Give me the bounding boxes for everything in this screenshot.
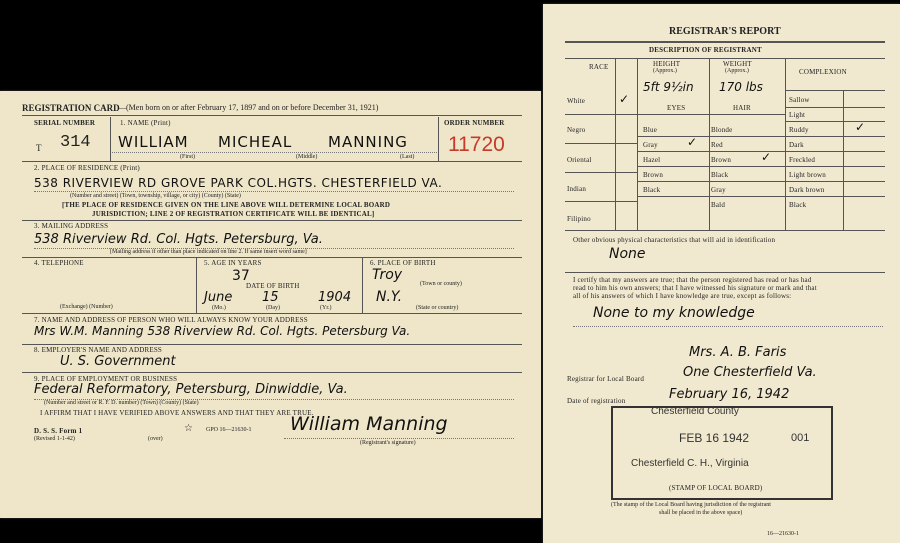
card-title: REGISTRATION CARD	[22, 103, 120, 113]
weight-sub: (Approx.)	[725, 68, 749, 74]
complexion-light-brown: Light brown	[789, 171, 827, 179]
order-number-value: 11720	[448, 133, 505, 156]
residence-label: 2. PLACE OF RESIDENCE (Print)	[34, 164, 140, 172]
certify-text-3: all of his answers of which I have knowledge are true, except as follows:	[573, 292, 792, 300]
other-characteristics-label: Other obvious physical characteristics that will aid in identification	[573, 236, 776, 244]
registrar-board-value: One Chesterfield Va.	[683, 365, 817, 380]
weight-header: WEIGHT	[723, 60, 752, 68]
dob-month: June	[204, 290, 233, 305]
complexion-dark: Dark	[789, 141, 804, 149]
form-id: D. S. S. Form 1	[34, 427, 83, 435]
birthplace-state-caption: (State or country)	[416, 305, 459, 311]
certify-text-2: read to him his own answers; that I have witnessed his signature or mark and that	[573, 284, 817, 292]
weight-value: 170 lbs	[719, 80, 763, 94]
dob-month-caption: (Mo.)	[212, 305, 226, 311]
residence-note-2: JURISDICTION; LINE 2 OF REGISTRATION CERTIFICATE WILL BE IDENTICAL]	[92, 210, 375, 218]
name-first-caption: (First)	[180, 154, 195, 160]
height-sub: (Approx.)	[653, 68, 677, 74]
height-header: HEIGHT	[653, 60, 681, 68]
eyes-hazel: Hazel	[643, 156, 661, 164]
eyes-gray-check: ✓	[687, 135, 698, 149]
registrant-signature: William Manning	[290, 413, 448, 435]
complexion-sallow: Sallow	[789, 96, 810, 104]
hair-red: Red	[711, 141, 723, 149]
age-value: 37	[232, 268, 250, 284]
eyes-brown: Brown	[643, 171, 664, 179]
race-filipino: Filipino	[567, 215, 591, 223]
registration-date-value: February 16, 1942	[669, 387, 790, 402]
stamp-number: 001	[791, 432, 810, 444]
residence-caption: (Number and street) (Town, township, village, or city) (County) (State)	[70, 193, 241, 199]
contact-value: Mrs W.M. Manning 538 Riverview Rd. Col. Hgts. Petersburg Va.	[34, 324, 411, 338]
name-middle-caption: (Middle)	[296, 154, 318, 160]
employment-label: 9. PLACE OF EMPLOYMENT OR BUSINESS	[34, 375, 178, 383]
name-middle: MICHEAL	[218, 133, 293, 151]
mailing-address-caption: [Mailing address if other than place indicated on line 2. If same insert word same]	[110, 249, 307, 255]
stamp-note-2: shall be placed in the above space)	[659, 510, 743, 516]
hair-black: Black	[711, 171, 729, 179]
race-indian: Indian	[567, 185, 587, 193]
eyes-gray: Gray	[643, 141, 658, 149]
serial-number-label: SERIAL NUMBER	[34, 119, 96, 127]
stamp-county: Chesterfield County	[651, 406, 739, 417]
race-negro: Negro	[567, 126, 586, 134]
race-white-check: ✓	[619, 92, 630, 106]
complexion-freckled: Freckled	[789, 156, 816, 164]
over-note: (over)	[148, 436, 163, 442]
registrar-label: Registrar for Local Board	[567, 375, 645, 383]
serial-prefix: T	[36, 143, 42, 153]
birthplace-state: N.Y.	[376, 289, 403, 305]
dob-year: 1904	[318, 290, 352, 305]
mailing-address-label: 3. MAILING ADDRESS	[34, 222, 109, 230]
card-subtitle: —(Men born on or after February 17, 1897 and on or before December 31, 1921)	[118, 103, 379, 112]
affirm-statement: I AFFIRM THAT I HAVE VERIFIED ABOVE ANSWERS AND THAT THEY ARE TRUE.	[40, 409, 314, 417]
hair-bald: Bald	[711, 201, 726, 209]
dob-year-caption: (Yr.)	[320, 305, 332, 311]
name-last: MANNING	[328, 133, 408, 151]
serial-number-value: 314	[60, 133, 91, 152]
birthplace-label: 6. PLACE OF BIRTH	[370, 259, 436, 267]
eyes-header: EYES	[667, 104, 686, 112]
form-revision: (Revised 1-1-42)	[34, 436, 75, 442]
complexion-ruddy-check: ✓	[855, 120, 866, 134]
complexion-header: COMPLEXION	[799, 68, 847, 76]
telephone-caption: (Exchange) (Number)	[60, 304, 113, 310]
registration-date-label: Date of registration	[567, 397, 626, 405]
dob-day-caption: (Day)	[266, 305, 280, 311]
hair-blonde: Blonde	[711, 126, 733, 134]
complexion-ruddy: Ruddy	[789, 126, 809, 134]
certify-text-1: I certify that my answers are true; that the person registered has read or has had	[573, 276, 812, 284]
race-header: RACE	[589, 63, 609, 71]
registrar-signature: Mrs. A. B. Faris	[689, 345, 787, 360]
eyes-blue: Blue	[643, 126, 658, 134]
other-characteristics-value: None	[609, 246, 646, 262]
certify-exceptions-value: None to my knowledge	[593, 305, 755, 321]
employer-label: 8. EMPLOYER'S NAME AND ADDRESS	[34, 346, 163, 354]
age-label: 5. AGE IN YEARS	[204, 259, 262, 267]
residence-note-1: [THE PLACE OF RESIDENCE GIVEN ON THE LINE ABOVE WILL DETERMINE LOCAL BOARD	[62, 201, 391, 209]
residence-value: 538 RIVERVIEW RD GROVE PARK COL.HGTS. CHESTERFIELD VA.	[34, 176, 443, 190]
birthplace-town: Troy	[372, 267, 403, 283]
registration-card-front	[0, 91, 541, 518]
name-first: WILLIAM	[118, 133, 189, 151]
race-oriental: Oriental	[567, 156, 592, 164]
dob-day: 15	[262, 290, 279, 305]
complexion-light: Light	[789, 111, 806, 119]
report-title: REGISTRAR'S REPORT	[669, 26, 781, 37]
complexion-dark-brown: Dark brown	[789, 186, 825, 194]
stamp-note-1: (The stamp of the Local Board having jurisdiction of the registrant	[611, 502, 771, 508]
description-header: DESCRIPTION OF REGISTRANT	[649, 46, 762, 54]
registrars-report-back	[543, 4, 900, 543]
race-white: White	[567, 97, 586, 105]
back-gpo-number: 16—21630-1	[767, 531, 799, 537]
signature-caption: (Registrant's signature)	[360, 440, 416, 446]
name-label: 1. NAME (Print)	[120, 119, 171, 127]
hair-brown-check: ✓	[761, 150, 772, 164]
complexion-black: Black	[789, 201, 807, 209]
date-of-birth-label: DATE OF BIRTH	[246, 282, 300, 290]
contact-label: 7. NAME AND ADDRESS OF PERSON WHO WILL ALWAYS KNOW YOUR ADDRESS	[34, 316, 308, 324]
birthplace-town-caption: (Town or county)	[420, 281, 462, 287]
stamp-caption: (STAMP OF LOCAL BOARD)	[669, 484, 763, 492]
telephone-label: 4. TELEPHONE	[34, 259, 84, 267]
employer-value: U. S. Government	[60, 354, 176, 369]
hair-brown: Brown	[711, 156, 732, 164]
employment-caption: (Number and street or R. F. D. number) (Town) (County) (State)	[44, 400, 199, 406]
mailing-address-value: 538 Riverview Rd. Col. Hgts. Petersburg, Va.	[34, 232, 323, 247]
height-value: 5ft 9½in	[643, 80, 694, 94]
name-last-caption: (Last)	[400, 154, 415, 160]
stamp-location: Chesterfield C. H., Virginia	[631, 458, 749, 469]
gpo-number: GPO 16—21630-1	[206, 427, 252, 433]
eyes-black: Black	[643, 186, 661, 194]
hair-gray: Gray	[711, 186, 726, 194]
employment-value: Federal Reformatory, Petersburg, Dinwiddie, Va.	[34, 382, 348, 397]
stamp-date: FEB 16 1942	[679, 431, 750, 445]
order-number-label: ORDER NUMBER	[444, 119, 505, 127]
star-icon: ☆	[184, 423, 193, 434]
hair-header: HAIR	[733, 104, 751, 112]
